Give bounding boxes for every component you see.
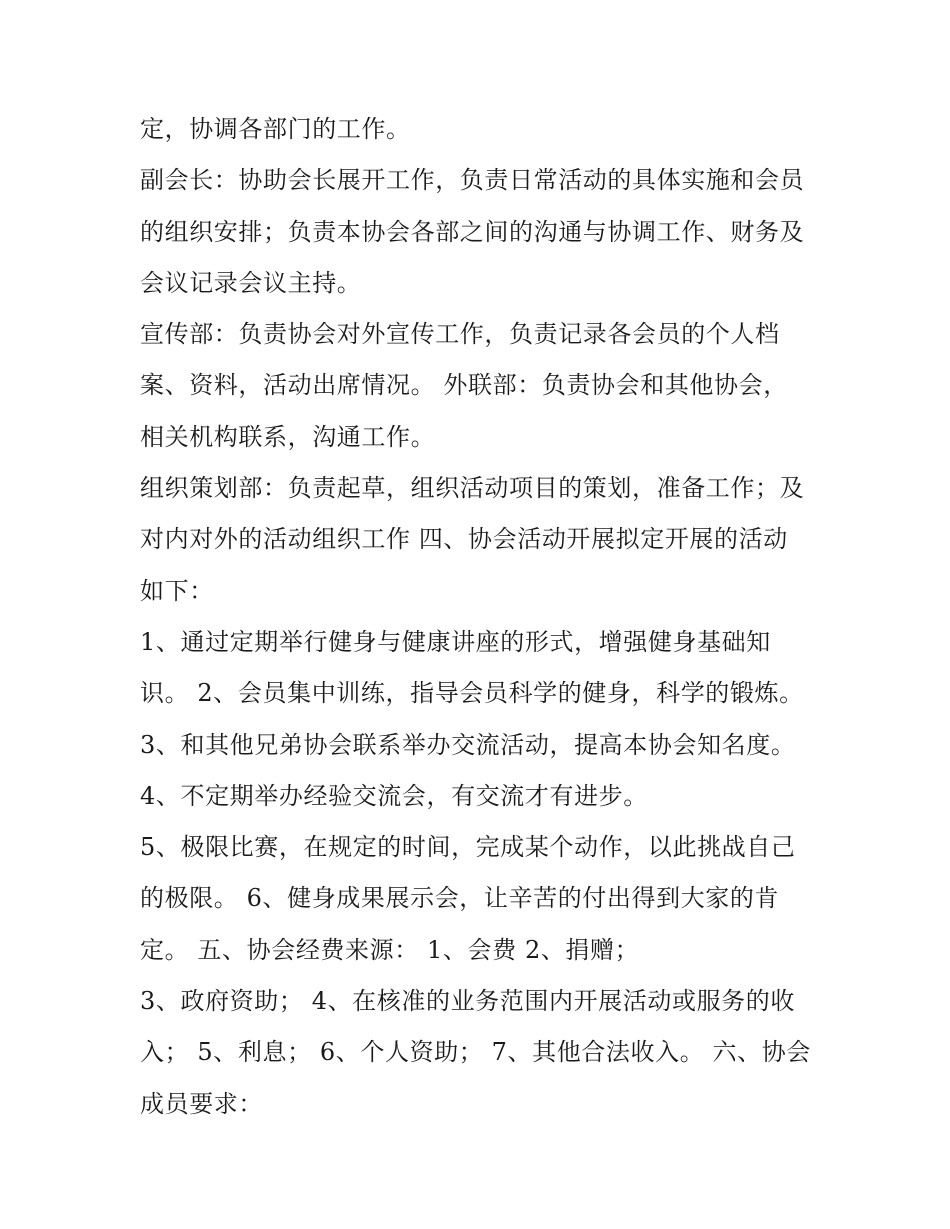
text-line: 入； 5、利息； 6、个人资助； 7、其他合法收入。 六、协会 bbox=[140, 1038, 811, 1067]
document-body bbox=[140, 104, 820, 1130]
text-line: 1、通过定期举行健身与健康讲座的形式，增强健身基础知 bbox=[140, 627, 771, 656]
text-line: 3、和其他兄弟协会联系举办交流活动，提高本协会知名度。 bbox=[140, 730, 796, 759]
text-line: 4、不定期举办经验交流会，有交流才有进步。 bbox=[140, 781, 648, 810]
text-line: 会议记录会议主持。 bbox=[140, 268, 362, 297]
text-line: 5、极限比赛，在规定的时间，完成某个动作，以此挑战自己 bbox=[140, 833, 796, 862]
text-line: 识。 2、会员集中训练，指导会员科学的健身，科学的锻炼。 bbox=[140, 679, 804, 708]
text-line: 案、资料，活动出席情况。 外联部：负责协会和其他协会， bbox=[140, 371, 788, 400]
text-line: 成员要求： bbox=[140, 1089, 263, 1118]
text-line: 副会长：协助会长展开工作，负责日常活动的具体实施和会员 bbox=[140, 166, 805, 195]
text-line: 宣传部：负责协会对外宣传工作，负责记录各会员的个人档 bbox=[140, 320, 780, 349]
text-line: 的极限。 6、健身成果展示会，让辛苦的付出得到大家的肯 bbox=[140, 884, 780, 913]
text-line: 相关机构联系，沟通工作。 bbox=[140, 422, 436, 451]
text-line: 定，协调各部门的工作。 bbox=[140, 115, 411, 143]
text-line: 定。 五、协会经费来源： 1、会费 2、捐赠； bbox=[140, 935, 640, 964]
text-line: 组织策划部：负责起草，组织活动项目的策划，准备工作；及 bbox=[140, 474, 805, 503]
text-line: 3、政府资助； 4、在核准的业务范围内开展活动或服务的收 bbox=[140, 987, 795, 1016]
text-line: 的组织安排；负责本协会各部之间的沟通与协调工作、财务及 bbox=[140, 217, 805, 246]
text-line: 如下： bbox=[140, 576, 214, 605]
text-line: 对内对外的活动组织工作 四、协会活动开展拟定开展的活动 bbox=[140, 525, 788, 554]
